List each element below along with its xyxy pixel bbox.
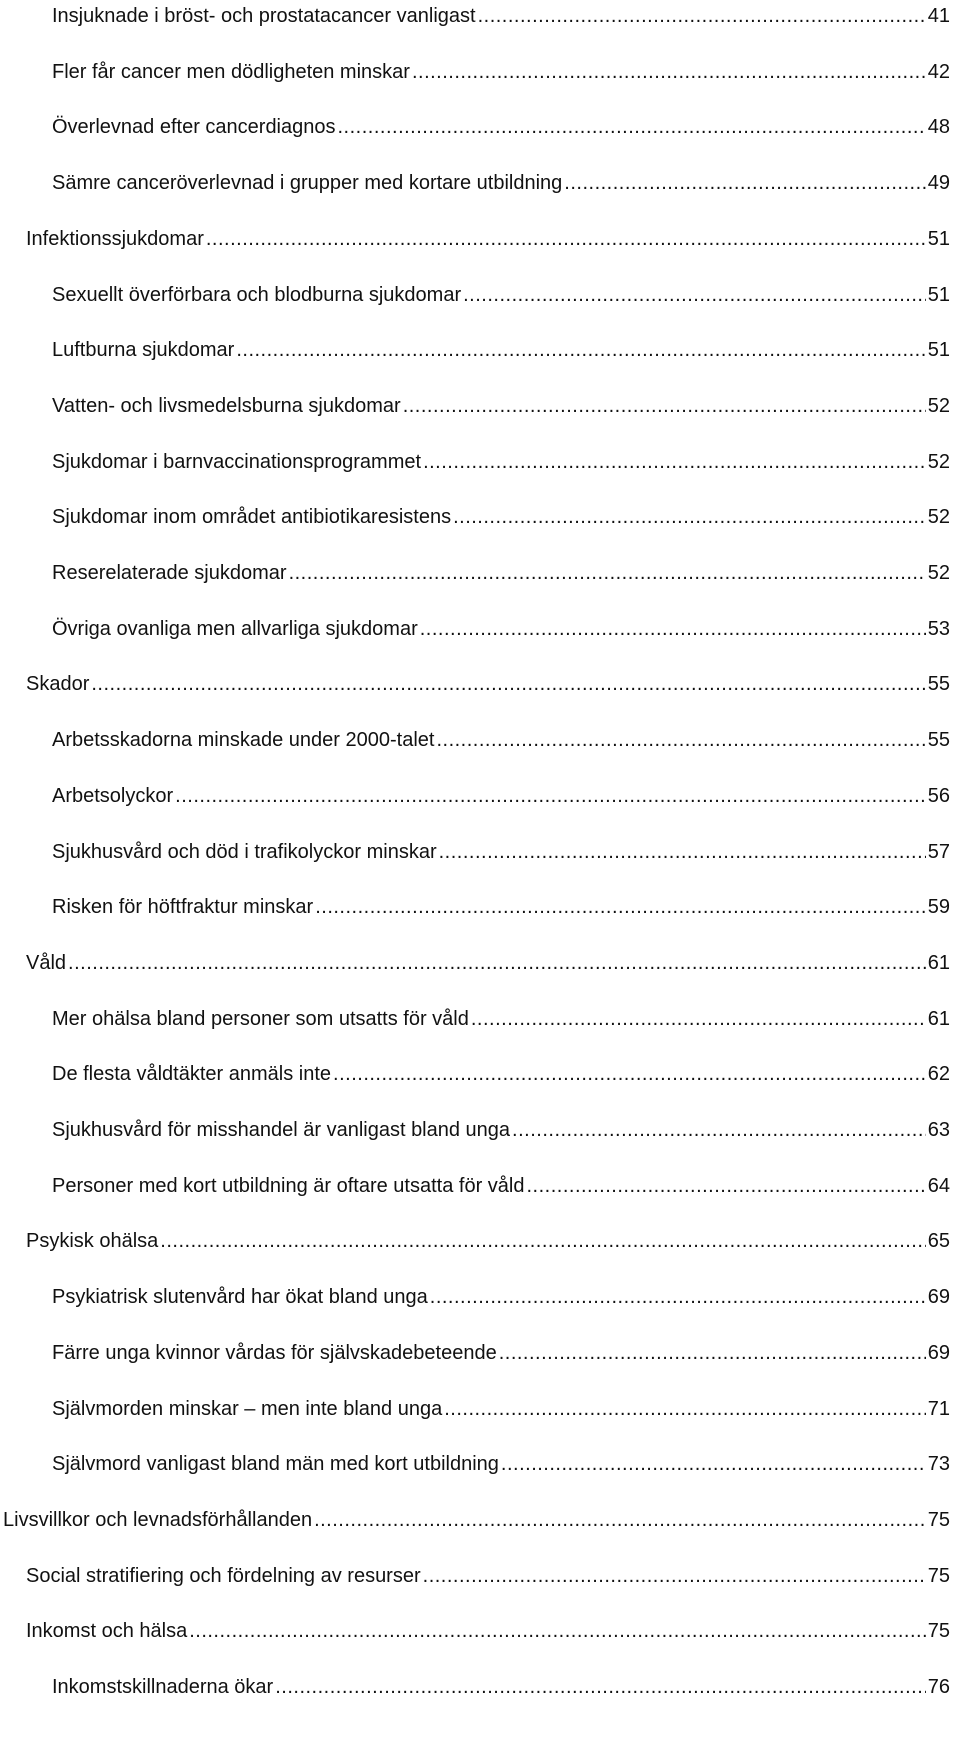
toc-entry-title: Psykisk ohälsa (26, 1230, 159, 1253)
toc-entry[interactable] (3, 1498, 950, 1532)
toc-entry-page-number: 55 (927, 729, 950, 752)
dot-leader (403, 394, 926, 418)
toc-entry-title: Mer ohälsa bland personer som utsatts för våld (52, 1007, 469, 1030)
toc-entry-page-number: 42 (927, 60, 950, 83)
toc-entry[interactable] (26, 1554, 950, 1588)
toc-entry-page-number: 62 (927, 1063, 950, 1086)
toc-entry-title: Infektionssjukdomar (26, 227, 204, 250)
toc-entry-title: Arbetsolyckor (52, 784, 174, 807)
dot-leader (420, 617, 926, 641)
toc-entry-page-number: 52 (927, 450, 950, 473)
toc-entry[interactable] (52, 1164, 950, 1198)
toc-entry[interactable] (52, 607, 950, 641)
dot-leader (236, 338, 925, 362)
toc-entry-title: Insjuknade i bröst- och prostatacancer vanligast (52, 5, 476, 27)
dot-leader (471, 1007, 926, 1031)
toc-entry-title: Psykiatrisk slutenvård har ökat bland unga (52, 1286, 428, 1309)
toc-entry-page-number: 69 (927, 1286, 950, 1309)
toc-entry[interactable] (52, 1108, 950, 1142)
toc-entry-page-number: 65 (927, 1230, 950, 1253)
toc-entry-page-number: 41 (927, 5, 950, 27)
dot-leader (436, 728, 925, 752)
toc-entry[interactable] (52, 440, 950, 474)
dot-leader (206, 227, 926, 251)
toc-entry-title: Inkomst och hälsa (26, 1620, 188, 1643)
toc-entry[interactable] (52, 1275, 950, 1309)
dot-leader (439, 840, 926, 864)
dot-leader (564, 171, 925, 195)
dot-leader (160, 1229, 925, 1253)
toc-entry[interactable] (52, 1052, 950, 1086)
toc-entry-page-number: 49 (927, 172, 950, 195)
dot-leader (412, 60, 926, 84)
toc-entry[interactable] (26, 217, 950, 251)
dot-leader (478, 4, 926, 28)
dot-leader (315, 895, 926, 919)
toc-entry-title: Vatten- och livsmedelsburna sjukdomar (52, 394, 401, 417)
toc-entry[interactable] (52, 1442, 950, 1476)
dot-leader (444, 1397, 926, 1421)
toc-entry-title: Arbetsskadorna minskade under 2000-talet (52, 729, 435, 752)
toc-entry-page-number: 61 (927, 951, 950, 974)
toc-entry[interactable] (52, 885, 950, 919)
toc-entry[interactable] (52, 1665, 950, 1699)
toc-entry-title: Social stratifiering och fördelning av resurser (26, 1564, 421, 1587)
toc-entry-page-number: 71 (927, 1397, 950, 1420)
toc-entry-page-number: 48 (927, 116, 950, 139)
dot-leader (501, 1452, 926, 1476)
toc-entry-page-number: 61 (927, 1007, 950, 1030)
toc-entry[interactable] (52, 1387, 950, 1421)
toc-entry-title: Självmorden minskar – men inte bland unga (52, 1397, 443, 1420)
toc-entry[interactable] (52, 50, 950, 84)
toc-entry-title: Skador (26, 673, 90, 696)
toc-entry[interactable] (52, 495, 950, 529)
toc-entry-page-number: 51 (927, 339, 950, 362)
dot-leader (175, 784, 926, 808)
toc-entry-title: Sjukdomar i barnvaccinationsprogrammet (52, 450, 422, 473)
toc-entry-page-number: 75 (927, 1564, 950, 1587)
toc-entry-title: Överlevnad efter cancerdiagnos (52, 116, 336, 139)
toc-entry-page-number: 75 (927, 1620, 950, 1643)
dot-leader (189, 1619, 926, 1643)
toc-entry-title: Självmord vanligast bland män med kort utbildning (52, 1453, 499, 1476)
dot-leader (463, 283, 926, 307)
toc-entry-page-number: 55 (927, 673, 950, 696)
dot-leader (526, 1174, 925, 1198)
dot-leader (275, 1675, 926, 1699)
toc-entry-title: Sämre canceröverlevnad i grupper med kortare utbildning (52, 172, 563, 195)
toc-entry[interactable] (26, 662, 950, 696)
toc-entry-page-number: 63 (927, 1119, 950, 1141)
dot-leader (423, 1564, 926, 1588)
toc-entry-page-number: 52 (927, 506, 950, 529)
toc-entry-title: Personer med kort utbildning är oftare utsatta för våld (52, 1174, 525, 1197)
dot-leader (338, 115, 926, 139)
toc-entry-page-number: 76 (927, 1676, 950, 1698)
toc-entry-title: Livsvillkor och levnadsförhållanden (3, 1508, 313, 1531)
toc-entry[interactable] (52, 328, 950, 362)
toc-entry-page-number: 52 (927, 562, 950, 584)
dot-leader (499, 1341, 926, 1365)
toc-entry[interactable] (52, 0, 950, 28)
dot-leader (423, 450, 926, 474)
dot-leader (333, 1062, 926, 1086)
toc-entry-page-number: 51 (927, 227, 950, 250)
toc-entry[interactable] (52, 830, 950, 864)
toc-entry[interactable] (52, 384, 950, 418)
dot-leader (430, 1285, 926, 1309)
toc-entry-title: Färre unga kvinnor vårdas för självskadebeteende (52, 1341, 497, 1364)
toc-entry[interactable] (52, 551, 950, 585)
toc-entry[interactable] (26, 1609, 950, 1643)
toc-entry-title: De flesta våldtäkter anmäls inte (52, 1063, 332, 1086)
dot-leader (68, 951, 926, 975)
dot-leader (453, 505, 926, 529)
toc-entry-title: Sjukhusvård för misshandel är vanligast bland unga (52, 1119, 511, 1141)
toc-entry-page-number: 64 (927, 1174, 950, 1197)
dot-leader (512, 1118, 926, 1142)
dot-leader (314, 1508, 926, 1532)
toc-entry-page-number: 57 (927, 840, 950, 863)
toc-entry[interactable] (52, 273, 950, 307)
toc-entry-page-number: 53 (927, 617, 950, 640)
toc-entry-title: Sjukdomar inom området antibiotikaresistens (52, 506, 452, 529)
toc-entry-title: Inkomstskillnaderna ökar (52, 1676, 274, 1698)
toc-entry[interactable] (26, 941, 950, 975)
dot-leader (289, 561, 926, 585)
toc-entry-title: Fler får cancer men dödligheten minskar (52, 60, 410, 83)
toc-entry[interactable] (52, 997, 950, 1031)
toc-entry-title: Reserelaterade sjukdomar (52, 562, 287, 584)
toc-entry-page-number: 52 (927, 394, 950, 417)
toc-entry-page-number: 59 (927, 896, 950, 919)
toc-entry[interactable] (52, 1331, 950, 1365)
toc-entry-title: Luftburna sjukdomar (52, 339, 235, 362)
toc-entry-title: Övriga ovanliga men allvarliga sjukdomar (52, 617, 418, 640)
toc-entry-title: Våld (26, 951, 67, 974)
toc-entry-title: Sjukhusvård och död i trafikolyckor minskar (52, 840, 437, 863)
toc-entry-page-number: 56 (927, 784, 950, 807)
toc-entry[interactable] (52, 161, 950, 195)
toc-entry-page-number: 75 (927, 1508, 950, 1531)
toc-entry[interactable] (52, 105, 950, 139)
toc-entry[interactable] (26, 1219, 950, 1253)
toc-entry-title: Sexuellt överförbara och blodburna sjukdomar (52, 283, 462, 306)
toc-entry-page-number: 69 (927, 1341, 950, 1364)
toc-entry[interactable] (52, 718, 950, 752)
toc-entry-page-number: 73 (927, 1453, 950, 1476)
toc-entry[interactable] (52, 774, 950, 808)
dot-leader (91, 672, 925, 696)
toc-entry-title: Risken för höftfraktur minskar (52, 896, 314, 919)
toc-entry-page-number: 51 (927, 283, 950, 306)
